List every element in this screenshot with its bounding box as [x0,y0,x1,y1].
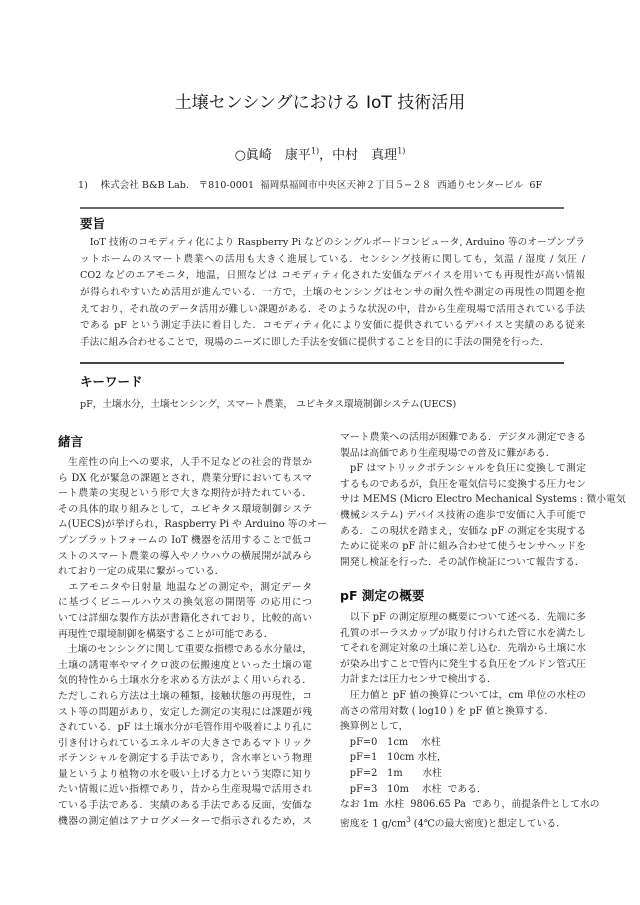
text-fragment: 密度を 1 g/cm [340,817,407,829]
text-line: 孔質のポーラスカップが取り付けられた管に水を満たし [340,627,586,639]
paper-title: 土壌センシングにおける IoT 技術活用 [174,93,466,113]
text-line: 引き付けられているエネルギの大きさであるマトリック [58,737,312,749]
author-2-affil: 1) [397,146,406,156]
text-line: 気的特性から土壌水分を求める方法がよく用いられる． [58,675,312,687]
presenter-mark: ○ [234,148,246,163]
text-fragment: (4℃の最大密度)と想定している． [410,817,566,829]
text-line: ム(UECS)が挙げられ，Raspberry Pi や Arduino 等のオー [58,519,327,531]
text-line: ら DX 化が緊急の課題とされ，農業分野においてもスマ [58,472,312,484]
text-line: 手法に組み合わせることで，現場のニーズに即した手法を安価に提供することを目的に手法の開発を行った． [80,337,550,349]
pf-section-body [340,610,600,829]
text-line: なお 1m 水柱 9806.65 Pa であり，前提条件として水の [340,799,600,811]
text-line [340,813,586,829]
text-line: えており，それ故のデータ活用が難しい課題がある．そのような状況の中，昔から生産現場で活用されている手法 [80,303,585,315]
divider [80,207,564,209]
text-line: である pF という測定手法に着目した．コモディティ化により安価に提供されているデバイスと実績のある従来 [80,320,585,332]
text-line: その具体的取り組みとして，ユビキタス環境制御システ [58,503,312,515]
abstract-heading: 要旨 [80,216,106,231]
text-line: 圧力値と pF 値の換算については，cm 単位の水柱の [340,689,586,701]
text-line: pF=2 1m 水柱 [340,767,442,779]
text-line: 土壌の誘電率やマイクロ波の伝搬速度といった土壌の電 [58,659,312,671]
text-line: 量というより植物の水を吸い上げる力という実際に知り [58,768,312,780]
text-line: するものであるが，負圧を電気信号に変換する圧力セン [340,478,586,490]
text-line: ある．この現状を踏まえ，安価な pF の測定を実現する [340,525,586,537]
text-line: 生産性の向上への要求，人手不足などの社会的背景か [58,457,312,468]
text-line: ポテンシャルを測定する手法であり，含水率という物理 [58,753,312,765]
text-line: ただしこれら方法は土壌の種類，接触状態の再現性，コ [58,690,312,702]
text-line: 力計または圧力センサで検出する． [340,674,497,686]
text-line: スト等の問題があり，安定した測定の実現には課題が残 [58,706,312,718]
author-line [0,144,640,163]
intro-body [58,455,327,829]
author-2: 中村 真理 [332,148,398,163]
text-fragment: 3 [406,815,411,824]
text-line: 機器の測定値はアナログメーターで指示されるため，ス [58,815,312,827]
text-line: ート農業の実現という形で大きな期待が持たれている． [58,488,312,500]
text-line: IoT 技術のコモディティ化により Raspberry Pi などのシングルボードコンピュータ, Arduino 等のオープンプラ [80,237,585,248]
text-line: 換算例として， [340,721,409,733]
text-line: pF=3 10m 水柱 である． [340,783,487,795]
text-line: てそれを測定対象の土壌に差し込む．先端から土壌に水 [340,643,586,655]
text-line: 開発し検証を行った．その試作検証について報告する． [340,556,585,568]
text-line: ている手法である．実績のある手法である反面，安価な [58,800,312,812]
text-line: ために従来の pF 計に組み合わせて使うセンサヘッドを [340,541,586,553]
text-line: が得られやすいため活用が進んでいる．一方で，土壌のセンシングはセンサの耐久性や測定の再現性の問題を抱 [80,287,585,299]
intro-body-continued [340,430,626,570]
text-line: たい情報に近い指標であり，昔から生産現場で活用され [58,784,312,796]
text-line: が染み出すことで管内に発生する負圧をブルドン管式圧 [340,658,586,670]
pf-section-heading: pF 測定の概要 [340,588,425,603]
affiliation: 1) 株式会社 B&B Lab. 〒810-0001 福岡県福岡市中央区天神２丁目５−２８ 西通りセンタービル 6F [78,180,543,191]
text-line: ットホームのスマート農業への活用も大きく進展している．センシング技術に関しても，気温 / 湿度 / 気圧 / [80,253,585,265]
text-line: pF はマトリックポテンシャルを負圧に変換して測定 [340,463,586,475]
text-line: pF=0 1cm 水柱 [340,736,441,748]
divider [80,362,564,364]
author-1: 眞崎 康平 [245,148,311,163]
keywords: pF，土壌水分，土壌センシング，スマート農業， ユビキタス環境制御システム(UECS) [80,399,457,410]
author-separator: ， [319,148,333,163]
text-line: 再現性で環境制御を構築することが可能である． [58,628,274,640]
text-line: プンプラットフォームの IoT 機器を活用することで低コ [58,534,312,546]
keywords-heading: キーワード [80,374,143,389]
text-line: pF=1 10cm 水柱， [340,752,447,764]
text-line: 製品は高価であり生産現場での普及に難がある． [340,447,556,459]
author-1-affil: 1) [310,146,320,156]
text-line: CO2 などのエアモニタ，地温，日照などは コモディティ化された安価なデバイスを用いても再現性が高い情報 [80,270,585,282]
text-line: 土壌のセンシングに関して重要な指標である水分量は， [58,644,313,656]
text-line: 高さの常用対数 ( log10 ) を pF 値と換算する． [340,705,555,717]
text-line: ストのスマート農業の導入やノウハウの横展開が試みら [58,550,312,562]
text-line: マート農業への活用が困難である．デジタル測定できる [340,432,586,443]
text-line: エアモニタや日射量 地温などの測定や，測定データ [58,581,312,593]
text-line: いては詳細な製作方法が書籍化されており，比較的高い [58,612,312,624]
text-line: サは MEMS (Micro Electro Mechanical Systems : 微小電気 [340,494,626,506]
abstract-body [80,235,585,352]
intro-heading: 緒言 [58,434,84,449]
text-line: 以下 pF の測定原理の概要について述べる．先端に多 [340,612,586,623]
text-line: れており一定の成果に繋がっている． [58,566,225,578]
text-line: されている．pF は土壌水分が毛管作用や吸着により孔に [58,722,312,734]
text-line: 機械システム) デバイス技術の進歩で安価に入手可能で [340,509,586,521]
text-line: に基づくビニールハウスの換気窓の開閉等 の応用につ [58,597,312,609]
